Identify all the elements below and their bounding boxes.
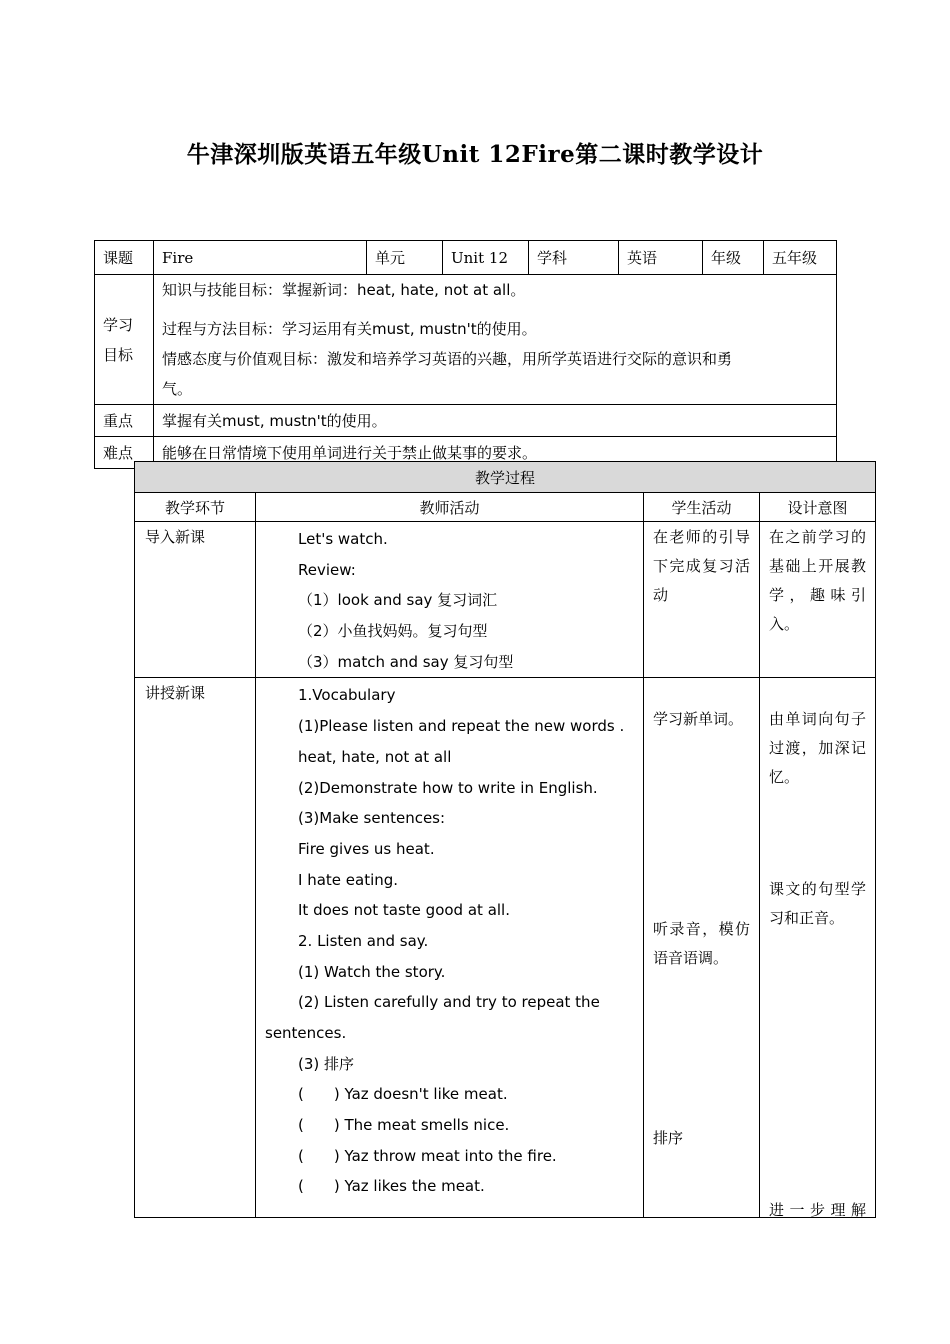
goal-process: 过程与方法目标：学习运用有关must, mustn't的使用。 (162, 320, 537, 338)
col-teacher: 教师活动 (256, 493, 644, 522)
col-stage: 教学环节 (135, 493, 256, 522)
process-columns-row (135, 493, 876, 522)
goal-emotion: 情感态度与价值观目标：激发和培养学习英语的兴趣，用所学英语进行交际的意识和勇 (162, 350, 733, 368)
order-item: ( ) Yaz doesn't like meat. (298, 1085, 508, 1104)
topic-label: 课题 (95, 241, 154, 275)
goals-row (95, 275, 837, 405)
goal-emotion-cont: 气。 (162, 380, 193, 398)
teach-line: (3)Make sentences: (298, 809, 446, 828)
intent-words: 由单词向句子过渡，加深记忆。 (769, 710, 867, 787)
process-header-row (135, 462, 876, 493)
student-order: 排序 (653, 1129, 684, 1148)
key-value: 掌握有关must, mustn't的使用。 (154, 405, 837, 437)
info-header-row (95, 241, 837, 275)
teach-row (135, 678, 876, 1218)
goal-knowledge: 知识与技能目标：掌握新词：heat, hate, not at all。 (162, 281, 526, 299)
key-row (95, 405, 837, 437)
teach-stage: 讲授新课 (135, 678, 256, 1218)
grade-label: 年级 (703, 241, 764, 275)
intro-line: （1）look and say 复习词汇 (298, 591, 498, 610)
teach-line: 1.Vocabulary (298, 686, 396, 705)
teach-line: (1)Please listen and repeat the new words . (298, 717, 625, 736)
order-item: ( ) Yaz likes the meat. (298, 1177, 485, 1196)
order-item: ( ) The meat smells nice. (298, 1116, 510, 1135)
intent-sentences: 课文的句型学习和正音。 (769, 880, 867, 928)
goals-content (154, 275, 837, 405)
teach-line: (2)Demonstrate how to write in English. (298, 778, 598, 797)
key-label: 重点 (95, 405, 154, 437)
goals-label: 学习 目标 (95, 275, 154, 405)
teach-line: (1) Watch the story. (298, 962, 446, 981)
process-header: 教学过程 (135, 462, 876, 493)
intro-student: 在老师的引导下完成复习活动 (644, 522, 760, 678)
order-item: ( ) Yaz throw meat into the fire. (298, 1146, 557, 1165)
difficult-value: 能够在日常情境下使用单词进行关于禁止做某事的要求。 (154, 437, 837, 469)
grade-value: 五年级 (764, 241, 837, 275)
teach-line: sentences. (265, 1024, 347, 1042)
teach-line: (2) Listen carefully and try to repeat the (298, 993, 600, 1012)
teach-line: Fire gives us heat. (298, 839, 435, 858)
intro-row (135, 522, 876, 678)
lesson-info-table (94, 240, 837, 469)
difficult-label: 难点 (95, 437, 154, 469)
unit-label: 单元 (367, 241, 443, 275)
student-learn-words: 学习新单词。 (653, 710, 744, 729)
subject-value: 英语 (619, 241, 703, 275)
intro-intent: 在之前学习的基础上开展教学，趣味引入。 (760, 522, 876, 678)
teach-line: (3) 排序 (298, 1054, 355, 1073)
page-title: 牛津深圳版英语五年级Unit 12Fire第二课时教学设计 (186, 141, 764, 168)
teach-intent (760, 678, 876, 1218)
student-listen: 听录音，模仿语音语调。 (653, 920, 750, 968)
unit-value: Unit 12 (443, 241, 529, 275)
teach-line: heat, hate, not at all (298, 747, 452, 766)
teach-student (644, 678, 760, 1218)
intro-stage: 导入新课 (135, 522, 256, 678)
col-intent: 设计意图 (760, 493, 876, 522)
intro-line: （2）小鱼找妈妈。复习句型 (298, 622, 488, 641)
intro-line: Review: (298, 560, 356, 579)
teach-line: 2. Listen and say. (298, 931, 429, 950)
intro-line: Let's watch. (298, 530, 388, 548)
intro-line: （3）match and say 复习句型 (298, 652, 514, 671)
teach-teacher (256, 678, 644, 1218)
intent-further: 进一步理解 (769, 1201, 867, 1220)
intro-teacher (256, 522, 644, 678)
teach-line: It does not taste good at all. (298, 901, 510, 920)
col-student: 学生活动 (644, 493, 760, 522)
teaching-process-table (134, 461, 876, 1218)
subject-label: 学科 (529, 241, 619, 275)
teach-line: I hate eating. (298, 870, 399, 889)
topic-value: Fire (154, 241, 367, 275)
